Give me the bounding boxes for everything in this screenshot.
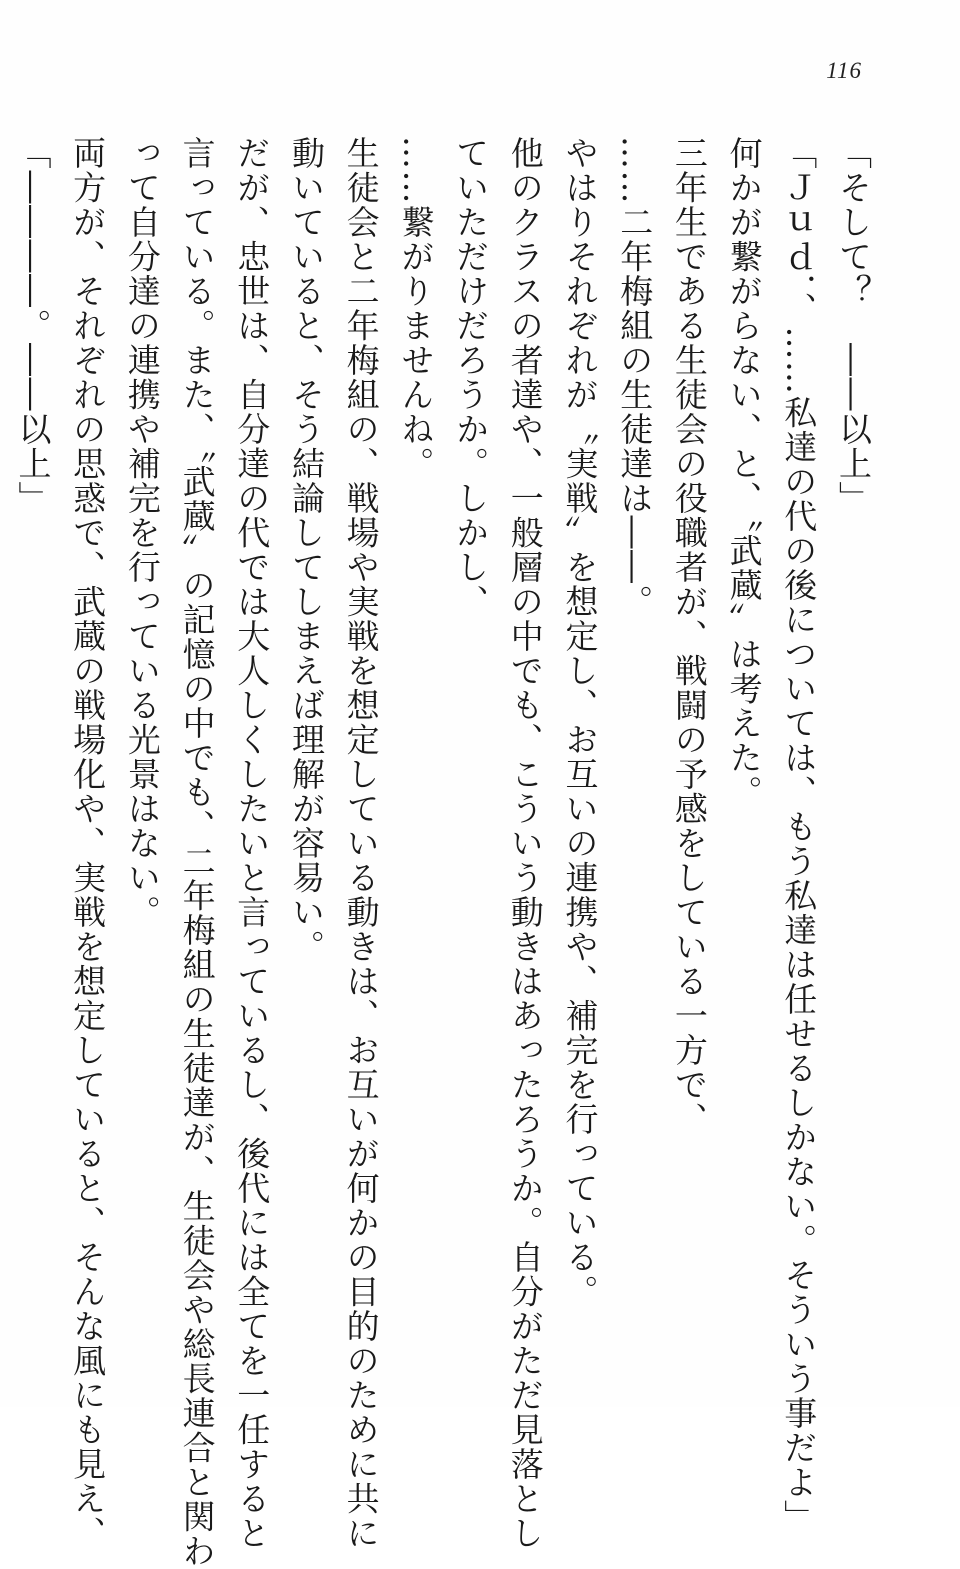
text-line: やはりそれぞれが〝実戦〟を想定し、お互いの連携や、補完を行っている。 [560,136,600,1309]
text-line: 生徒会と二年梅組の、戦場や実戦を想定している動きは、お互いが何かの目的のために共に [341,136,381,1551]
text-line: 動いていると、そう結論してしまえば理解が容易い。 [286,136,326,964]
text-line: 言っている。また、〝武蔵〟の記憶の中でも、二年梅組の生徒達が、生徒会や総長連合と関わ [177,136,217,1569]
vertical-text-block [0,136,880,1569]
text-line: だが、忠世は、自分達の代では大人しくしたいと言っているし、後代には全てを一任すると [232,136,272,1551]
text-line [0,136,5,1336]
text-line: ……繋がりませんね。 [396,136,436,481]
text-line: 両方が、それぞれの思惑で、武蔵の戦場化や、実戦を想定していると、そんな風にも見え、 [68,136,108,1551]
text-line: ていただけだろうか。しかし、 [451,136,491,619]
text-line: 何かが繋がらない、と、〝武蔵〟は考えた。 [724,136,764,810]
text-line: 「Ｊｕｄ．、……私達の代の後については、もう私達は任せるしかない。そういう事だよ」 [779,136,819,1534]
text-line: 「――――。――以上」 [13,136,53,516]
text-line: 三年生である生徒会の役職者が、戦闘の予感をしている一方で、 [669,136,709,1137]
text-line: 「そして？ ――以上」 [834,136,873,516]
text-line: って自分達の連携や補完を行っている光景はない。 [122,136,162,930]
text-line: ……二年梅組の生徒達は――。 [615,136,655,619]
text-line: 他のクラスの者達や、一般層の中でも、こういう動きはあったろうか。自分がただ見落とし [505,136,545,1551]
page-number: 116 [826,58,862,83]
